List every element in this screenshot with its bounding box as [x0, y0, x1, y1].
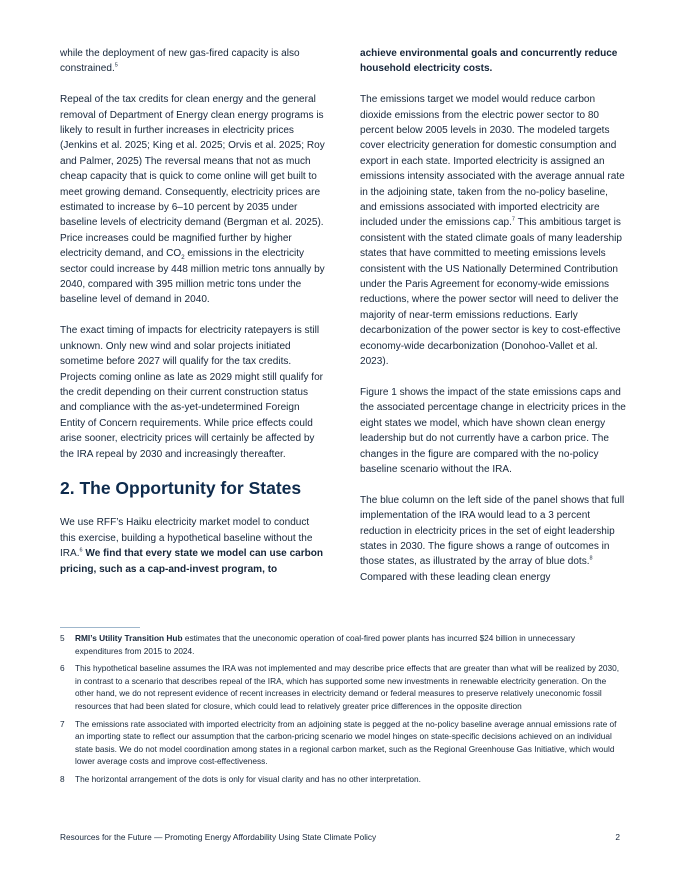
page-number: 2 — [615, 832, 620, 842]
section-heading: 2. The Opportunity for States — [60, 478, 302, 499]
footnotes — [60, 632, 620, 791]
paragraph: The blue column on the left side of the panel shows that full implementation of the IRA would lead to a 3 percent reduction in electricity prices in the set of eight leadership states in 2030. The figure shows a range of outcomes in those states, as illustrated by the array of blue dots.$^8$ Compared with these leading clean energy — [360, 494, 625, 583]
paragraph: The exact timing of impacts for electricity ratepayers is still unknown. Only new wind and solar projects initiated sometime before 2027 will qualify for the tax credits. Projects coming online as late as 2029 might still qualify for the credit depending on their current construction status and compliance with the as-yet-undetermined Foreign Entity of Concern requirements. While price effects could arise sooner, electricity prices will certainly be affected by the IRA repeal by 2030 and increasingly thereafter. — [60, 325, 324, 460]
left-column — [60, 46, 326, 577]
page-footer — [60, 831, 620, 843]
paragraph: Figure 1 shows the impact of the state emissions caps and the associated percentage change in electricity prices in the eight states we model, which have shown clean energy leadership but do not currently have a carbon price. The changes in the figure are compared with the no-policy baseline scenario without the IRA. — [360, 386, 626, 475]
footnote: 7 The emissions rate associated with imported electricity from an adjoining state is pegged at the no-policy baseline average annual emissions rate of an importing state to reflect our assumption that the carbon-pricing scenario we model hinges on state-specific decisions achieved on an individual state basis. We do not model coordination among states in a regional carbon market, such as the Regional Greenhouse Gas Initiative, which would lower average costs and improve cost-effectiveness. — [60, 718, 617, 767]
footnote: 6 This hypothetical baseline assumes the IRA was not implemented and may describe price effects that are greater than what will be realized by 2030, in contrast to a scenario that describes repeal of the IRA, which has supported some new investments in renewable electricity generation. On the other hand, we do not represent evidence of recent increases in electricity demand or federal measures to preserve relatively uneconomic fossil resources that had been slated for closure, which could lead to relatively greater price differences in the opposite direction — [60, 663, 620, 711]
footnote-ref[interactable]: 6 — [79, 547, 83, 554]
footer-title: Resources for the Future — Promoting Energy Affordability Using State Climate Policy — [60, 832, 377, 842]
footnote-ref[interactable]: 5 — [114, 63, 118, 70]
footnote-ref[interactable]: 7 — [511, 217, 515, 224]
paragraph: while the deployment of new gas-fired capacity is also constrained.$^5$ — [60, 48, 300, 75]
right-column — [360, 46, 626, 585]
footnote: 5 RMI’s Utility Transition Hub estimates that the uneconomic operation of coal-fired power plants has incurred $24 billion in unnecessary expenditures from 2015 to 2024. — [60, 633, 576, 656]
paragraph: Repeal of the tax credits for clean energy and the general removal of Department of Energy clean energy programs is likely to result in further increases in electricity prices (Jenkins et al. 2025; King et al. 2025; Orvis et al. 2025; Roy and Palmer, 2025) The reversal means that not as much cheap capacity that is quick to come online will get built to meet growing demand. Consequently, electricity prices are estimated to increase by 6–10 percent by 2035 under baseline levels of electricity demand (Bergman et al. 2025). Price increases could be magnified further by higher electricity demand, and $CO_2$ emissions in the electricity sector could increase by 448 million metric tons annually by 2040, compared with 395 million metric tons under the baseline level of demand in 2040. — [60, 94, 325, 306]
paragraph: We use RFF’s Haiku electricity market model to conduct this exercise, building a hypothetical baseline without the IRA.$^6$ We find that every state we model can use carbon pricing, such as a cap-and-invest program, to — [60, 517, 324, 575]
paragraph: The emissions target we model would reduce carbon dioxide emissions from the electric power sector to 80 percent below 2005 levels in 2030. The modeled targets cover electricity generation for domestic consumption and export in each state. Imported electricity is assigned an emissions intensity associated with the average annual rate in the adjoining state, taken from the no-policy baseline, and emissions associated with imported electricity are included under the emissions cap.$^7$ This ambitious target is consistent with the stated climate goals of many leadership states that have committed to meeting emissions levels consistent with the US Nationally Determined Contribution under the Paris Agreement for economy-wide emissions reductions, where the power sector will need to deliver the majority of near-term emissions reductions. Early decarbonization of the power sector is key to cost-effective economy-wide decarbonization (Donohoo-Vallet et al. 2023). — [360, 94, 625, 368]
footnote-divider — [60, 627, 140, 628]
paragraph: achieve environmental goals and concurrently reduce household electricity costs. — [360, 48, 618, 75]
footnote: 8 The horizontal arrangement of the dots is only for visual clarity and has no other interpretation. — [60, 773, 421, 784]
footnote-link[interactable]: RMI’s Utility Transition Hub — [75, 633, 183, 643]
footnote-ref[interactable]: 8 — [589, 556, 593, 563]
